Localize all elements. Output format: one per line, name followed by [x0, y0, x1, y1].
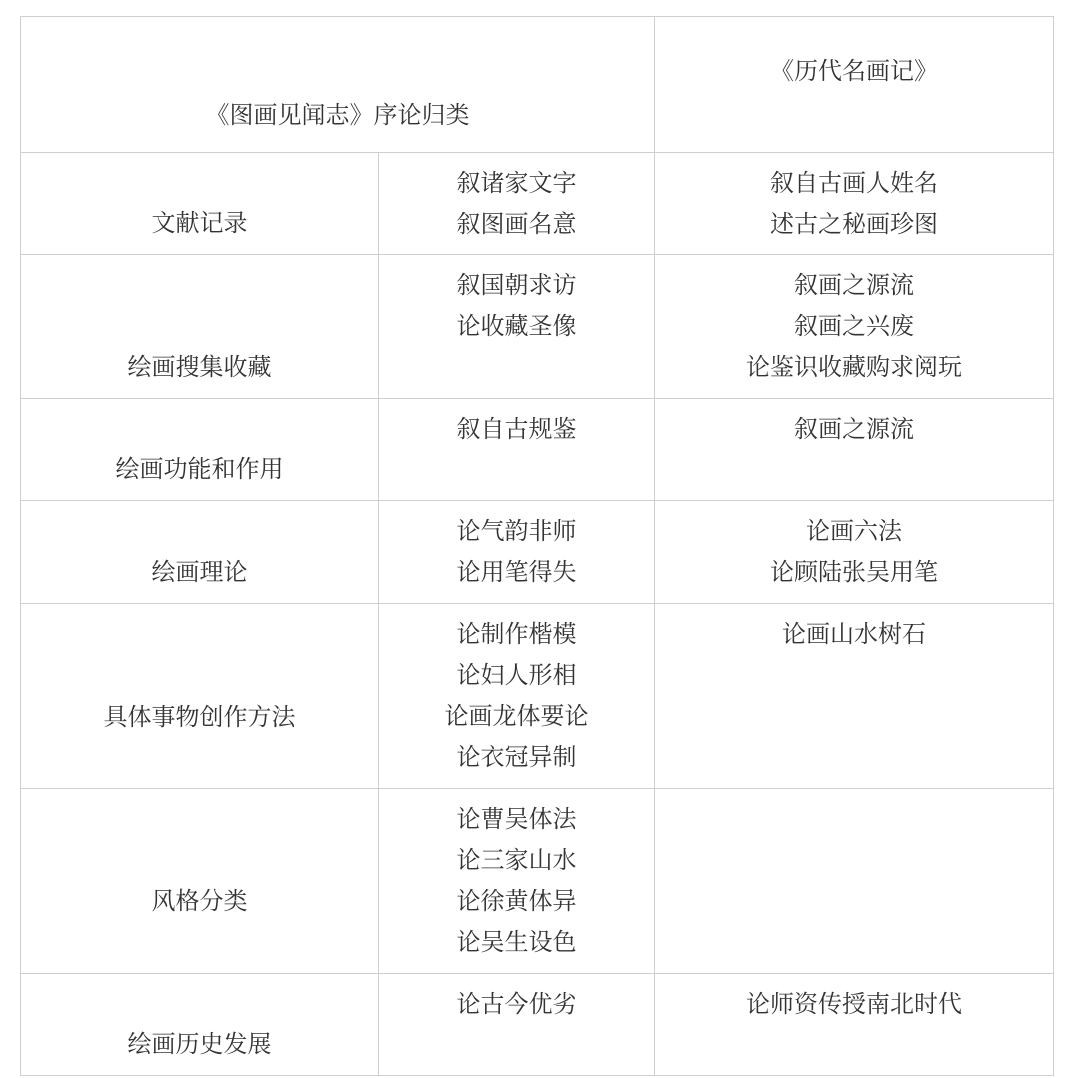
category-label: 绘画历史发展	[127, 1030, 272, 1058]
lidai-item: 叙自古画人姓名	[770, 169, 938, 197]
lidai-item: 叙画之源流	[794, 415, 914, 443]
tuhua-items-cell	[379, 604, 655, 789]
category-cell	[21, 604, 379, 789]
comparison-table	[20, 16, 1054, 1076]
tuhua-item: 论制作楷模	[456, 620, 577, 648]
category-label: 绘画搜集收藏	[127, 353, 272, 381]
tuhua-item: 论衣冠异制	[456, 743, 577, 771]
tuhua-item: 论气韵非师	[456, 517, 577, 545]
tuhua-item: 论妇人形相	[456, 661, 577, 689]
table-row	[21, 153, 1054, 255]
lidai-item: 论画六法	[806, 517, 902, 545]
lidai-items-cell	[655, 399, 1054, 501]
header-cell-lidai	[655, 17, 1054, 153]
tuhua-items-cell	[379, 399, 655, 501]
lidai-item: 论顾陆张吴用笔	[770, 558, 938, 586]
table-row	[21, 501, 1054, 604]
header-cell-tuhua	[21, 17, 655, 153]
category-cell	[21, 789, 379, 974]
lidai-items-cell	[655, 153, 1054, 255]
tuhua-item: 论曹吴体法	[456, 805, 577, 833]
tuhua-item: 叙图画名意	[456, 210, 577, 238]
lidai-item: 论师资传授南北时代	[746, 990, 962, 1018]
tuhua-item: 论用笔得失	[456, 558, 577, 586]
table-row	[21, 789, 1054, 974]
header-tuhua-label: 《图画见闻志》序论归类	[205, 101, 470, 129]
tuhua-item: 论徐黄体异	[456, 887, 577, 915]
category-label: 绘画理论	[151, 558, 248, 586]
category-cell	[21, 399, 379, 501]
lidai-item: 叙画之兴废	[794, 312, 914, 340]
tuhua-item: 论收藏圣像	[456, 312, 577, 340]
tuhua-item: 论古今优劣	[456, 990, 577, 1018]
header-lidai-label: 《历代名画记》	[770, 57, 938, 85]
lidai-item: 叙画之源流	[794, 271, 914, 299]
table-row	[21, 604, 1054, 789]
category-cell	[21, 501, 379, 604]
category-label: 具体事物创作方法	[103, 702, 296, 731]
lidai-item: 论鉴识收藏购求阅玩	[746, 353, 962, 381]
tuhua-items-cell	[379, 255, 655, 399]
lidai-items-cell	[655, 974, 1054, 1076]
tuhua-items-cell	[379, 974, 655, 1076]
table-header-row	[21, 17, 1054, 153]
tuhua-items-cell	[379, 153, 655, 255]
tuhua-items-cell	[379, 789, 655, 974]
category-label: 绘画功能和作用	[115, 455, 284, 483]
lidai-items-cell	[655, 604, 1054, 789]
tuhua-item: 叙国朝求访	[456, 271, 577, 299]
category-cell	[21, 153, 379, 255]
lidai-items-cell	[655, 501, 1054, 604]
category-label: 文献记录	[151, 209, 248, 237]
table-row	[21, 255, 1054, 399]
lidai-item: 述古之秘画珍图	[770, 210, 938, 238]
lidai-items-cell	[655, 255, 1054, 399]
category-cell	[21, 974, 379, 1076]
table-row	[21, 399, 1054, 501]
tuhua-items-cell	[379, 501, 655, 604]
tuhua-item: 论画龙体要论	[444, 702, 589, 730]
tuhua-item: 叙诸家文字	[456, 169, 577, 197]
lidai-items-cell	[655, 789, 1054, 974]
category-cell	[21, 255, 379, 399]
lidai-item: 论画山水树石	[782, 620, 926, 648]
tuhua-item: 论吴生设色	[456, 928, 577, 956]
tuhua-item: 叙自古规鉴	[456, 415, 577, 443]
category-label: 风格分类	[151, 886, 248, 915]
tuhua-item: 论三家山水	[456, 846, 577, 874]
table-row	[21, 974, 1054, 1076]
